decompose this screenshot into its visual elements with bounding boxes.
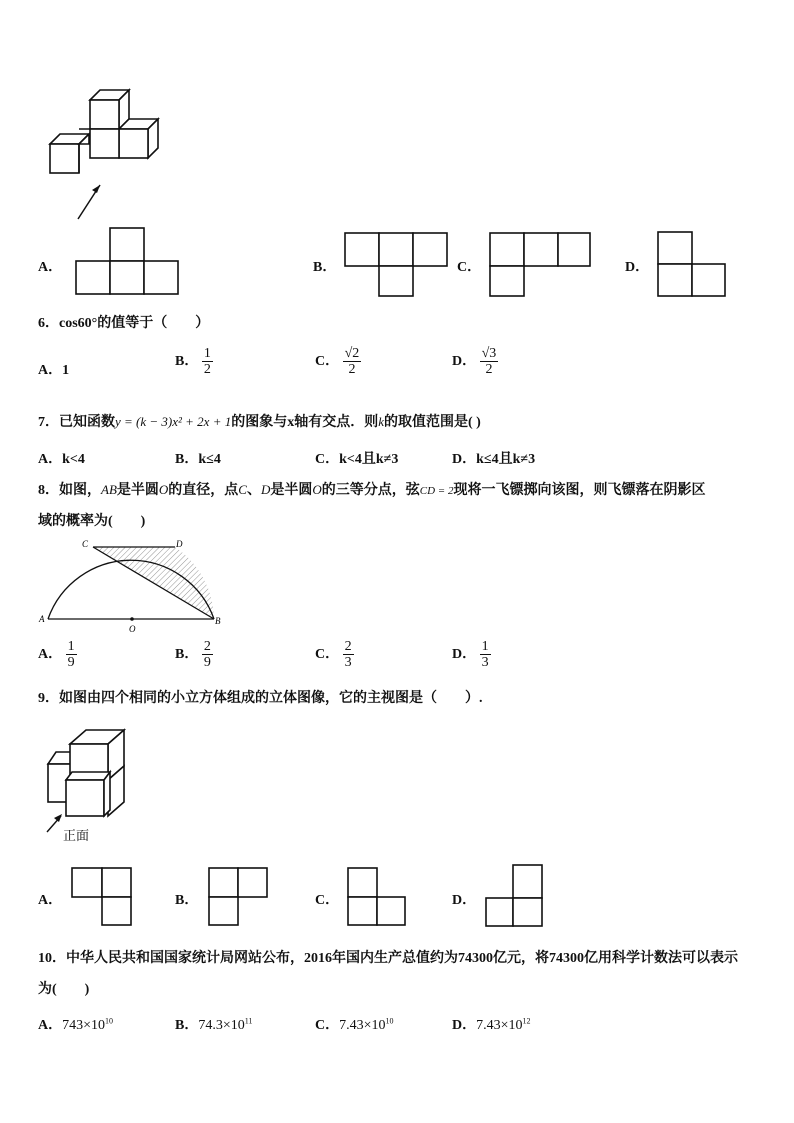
q6-option-a-label: A． xyxy=(38,363,63,378)
q9-front-label: 正面 xyxy=(63,829,90,844)
q5-option-b-figure[interactable] xyxy=(343,231,449,299)
q5-option-c-figure[interactable] xyxy=(488,231,592,299)
cube-front xyxy=(66,772,110,816)
q8-option-c-label: C． xyxy=(315,647,340,663)
q7-stem-mid: 的图象与x轴有交点．则 xyxy=(231,415,379,430)
q8-o1: O xyxy=(158,482,169,497)
q8-option-a-label: A． xyxy=(38,647,63,663)
q8-cd: CD = 2 xyxy=(419,485,454,497)
q7-option-c-label: C． xyxy=(315,452,340,467)
q6-option-a-value: 1 xyxy=(62,363,70,378)
q8-o2: O xyxy=(312,482,322,497)
cube-right xyxy=(119,119,158,158)
q8-option-a-den: 9 xyxy=(67,655,75,671)
q7-option-a-value: k<4 xyxy=(62,452,85,467)
q6-option-a[interactable] xyxy=(38,359,69,379)
q9-option-c-figure[interactable] xyxy=(346,866,408,928)
q10-option-a-mantissa: 743×10 xyxy=(62,1018,106,1033)
q8-text-a: 8．如图， xyxy=(38,483,101,498)
q8-ab: AB xyxy=(101,482,117,497)
q8-option-a[interactable] xyxy=(38,639,77,671)
q10-option-c-exp: 10 xyxy=(385,1016,394,1026)
q7-stem xyxy=(38,411,481,431)
q7-option-b[interactable] xyxy=(175,448,221,468)
q6-option-b-den: 2 xyxy=(203,362,211,378)
q8-text-e: 是半圆 xyxy=(270,483,313,498)
q5-option-c-label[interactable]: C． xyxy=(457,260,482,275)
q6-option-d-den: 2 xyxy=(485,362,493,378)
q10-option-a-label: A． xyxy=(38,1018,63,1033)
q8-text-c: 的直径，点 xyxy=(168,483,239,498)
q8-text-g: 现将一飞镖掷向该图，则飞镖落在阴影区 xyxy=(453,483,706,498)
q8-c: C xyxy=(238,482,247,497)
q6-option-d-label: D． xyxy=(452,354,477,370)
q7-option-a[interactable] xyxy=(38,448,85,468)
q7-option-b-label: B． xyxy=(175,452,199,467)
q5-solid-figure xyxy=(40,82,170,227)
q8-option-b-label: B． xyxy=(175,647,199,663)
label-o: O xyxy=(129,624,136,634)
q6-option-b-num: 1 xyxy=(203,346,211,361)
label-c: C xyxy=(82,539,89,549)
q6-option-d-num: √3 xyxy=(481,346,497,361)
q7-stem-suffix: 的取值范围是( ) xyxy=(384,415,481,430)
q10-option-d-mantissa: 7.43×10 xyxy=(476,1018,523,1033)
q9-option-a-label[interactable]: A． xyxy=(38,893,63,908)
q7-option-a-label: A． xyxy=(38,452,63,467)
direction-arrow xyxy=(78,185,100,219)
label-b: B xyxy=(215,616,221,626)
q8-d: D xyxy=(260,482,271,497)
q5-option-d-figure[interactable] xyxy=(656,230,728,298)
q9-option-b-label[interactable]: B． xyxy=(175,893,199,908)
q5-option-b-label[interactable]: B． xyxy=(313,260,337,275)
q10-option-b-exp: 11 xyxy=(244,1016,253,1026)
q10-option-b[interactable] xyxy=(175,1014,252,1034)
q8-text-b: 是半圆 xyxy=(116,483,159,498)
q10-option-c[interactable] xyxy=(315,1014,394,1034)
q7-option-c-value: k<4且k≠3 xyxy=(339,452,399,467)
q7-option-d-value: k≤4且k≠3 xyxy=(476,452,536,467)
q8-option-c-num: 2 xyxy=(344,639,352,654)
q8-text-d: 、 xyxy=(246,483,261,498)
cube-top xyxy=(90,90,129,129)
q5-option-a-label[interactable]: A． xyxy=(38,260,63,275)
q7-option-b-value: k≤4 xyxy=(198,452,221,467)
q10-stem-line1: 10．中华人民共和国国家统计局网站公布，2016年国内生产总值约为74300亿元，将74300亿用科学计数法可以表示 xyxy=(38,951,738,966)
q8-option-b[interactable] xyxy=(175,639,213,671)
q9-option-b-figure[interactable] xyxy=(207,866,271,928)
q6-option-d[interactable] xyxy=(452,346,498,378)
q7-option-d-label: D． xyxy=(452,452,477,467)
q10-option-c-mantissa: 7.43×10 xyxy=(339,1018,386,1033)
q7-option-d[interactable] xyxy=(452,448,535,468)
q7-var-k: k xyxy=(378,414,385,429)
q9-option-d-label[interactable]: D． xyxy=(452,893,477,908)
q8-option-c-den: 3 xyxy=(344,655,352,671)
q10-option-c-label: C． xyxy=(315,1018,340,1033)
q8-stem-line1 xyxy=(38,479,705,499)
q10-option-d[interactable] xyxy=(452,1014,531,1034)
q10-option-d-exp: 12 xyxy=(522,1016,531,1026)
q5-option-a-figure[interactable] xyxy=(76,226,180,296)
q8-option-b-num: 2 xyxy=(203,639,211,654)
q6-option-c-den: 2 xyxy=(348,362,356,378)
label-d: D xyxy=(176,539,183,549)
q10-option-b-mantissa: 74.3×10 xyxy=(198,1018,245,1033)
q9-option-a-figure[interactable] xyxy=(70,866,134,928)
q5-option-d-label[interactable]: D． xyxy=(625,260,650,275)
q8-option-b-den: 9 xyxy=(203,655,211,671)
q6-option-c[interactable] xyxy=(315,346,361,378)
q7-option-c[interactable] xyxy=(315,448,398,468)
q8-option-d-label: D． xyxy=(452,647,477,663)
q8-semicircle-figure xyxy=(38,538,228,638)
q6-stem: 6．cos60°的值等于（ ） xyxy=(38,316,210,331)
q6-option-c-label: C． xyxy=(315,354,340,370)
q6-option-b[interactable] xyxy=(175,346,213,378)
q8-option-a-num: 1 xyxy=(67,639,75,654)
q10-stem-line2: 为( ) xyxy=(38,982,90,997)
q10-option-a[interactable] xyxy=(38,1014,113,1034)
q8-option-d-num: 1 xyxy=(481,639,489,654)
q10-option-a-exp: 10 xyxy=(105,1016,114,1026)
q8-option-d[interactable] xyxy=(452,639,491,671)
q6-option-c-num: √2 xyxy=(344,346,360,361)
q9-option-c-label[interactable]: C． xyxy=(315,893,340,908)
q10-option-d-label: D． xyxy=(452,1018,477,1033)
q8-stem-line2: 域的概率为( ) xyxy=(38,514,146,529)
q10-option-b-label: B． xyxy=(175,1018,199,1033)
q8-option-d-den: 3 xyxy=(481,655,489,671)
q7-stem-prefix: 7．已知函数 xyxy=(38,415,115,430)
q9-option-d-figure[interactable] xyxy=(484,863,546,929)
q7-formula: y = (k − 3)x² + 2x + 1 xyxy=(115,414,232,429)
label-a: A xyxy=(39,614,45,624)
q8-option-c[interactable] xyxy=(315,639,354,671)
q6-option-b-label: B． xyxy=(175,354,199,370)
q8-text-f: 的三等分点，弦 xyxy=(321,483,420,498)
q9-solid-figure xyxy=(44,718,134,818)
q9-stem: 9．如图由四个相同的小立方体组成的立体图像，它的主视图是（ ）. xyxy=(38,691,483,706)
